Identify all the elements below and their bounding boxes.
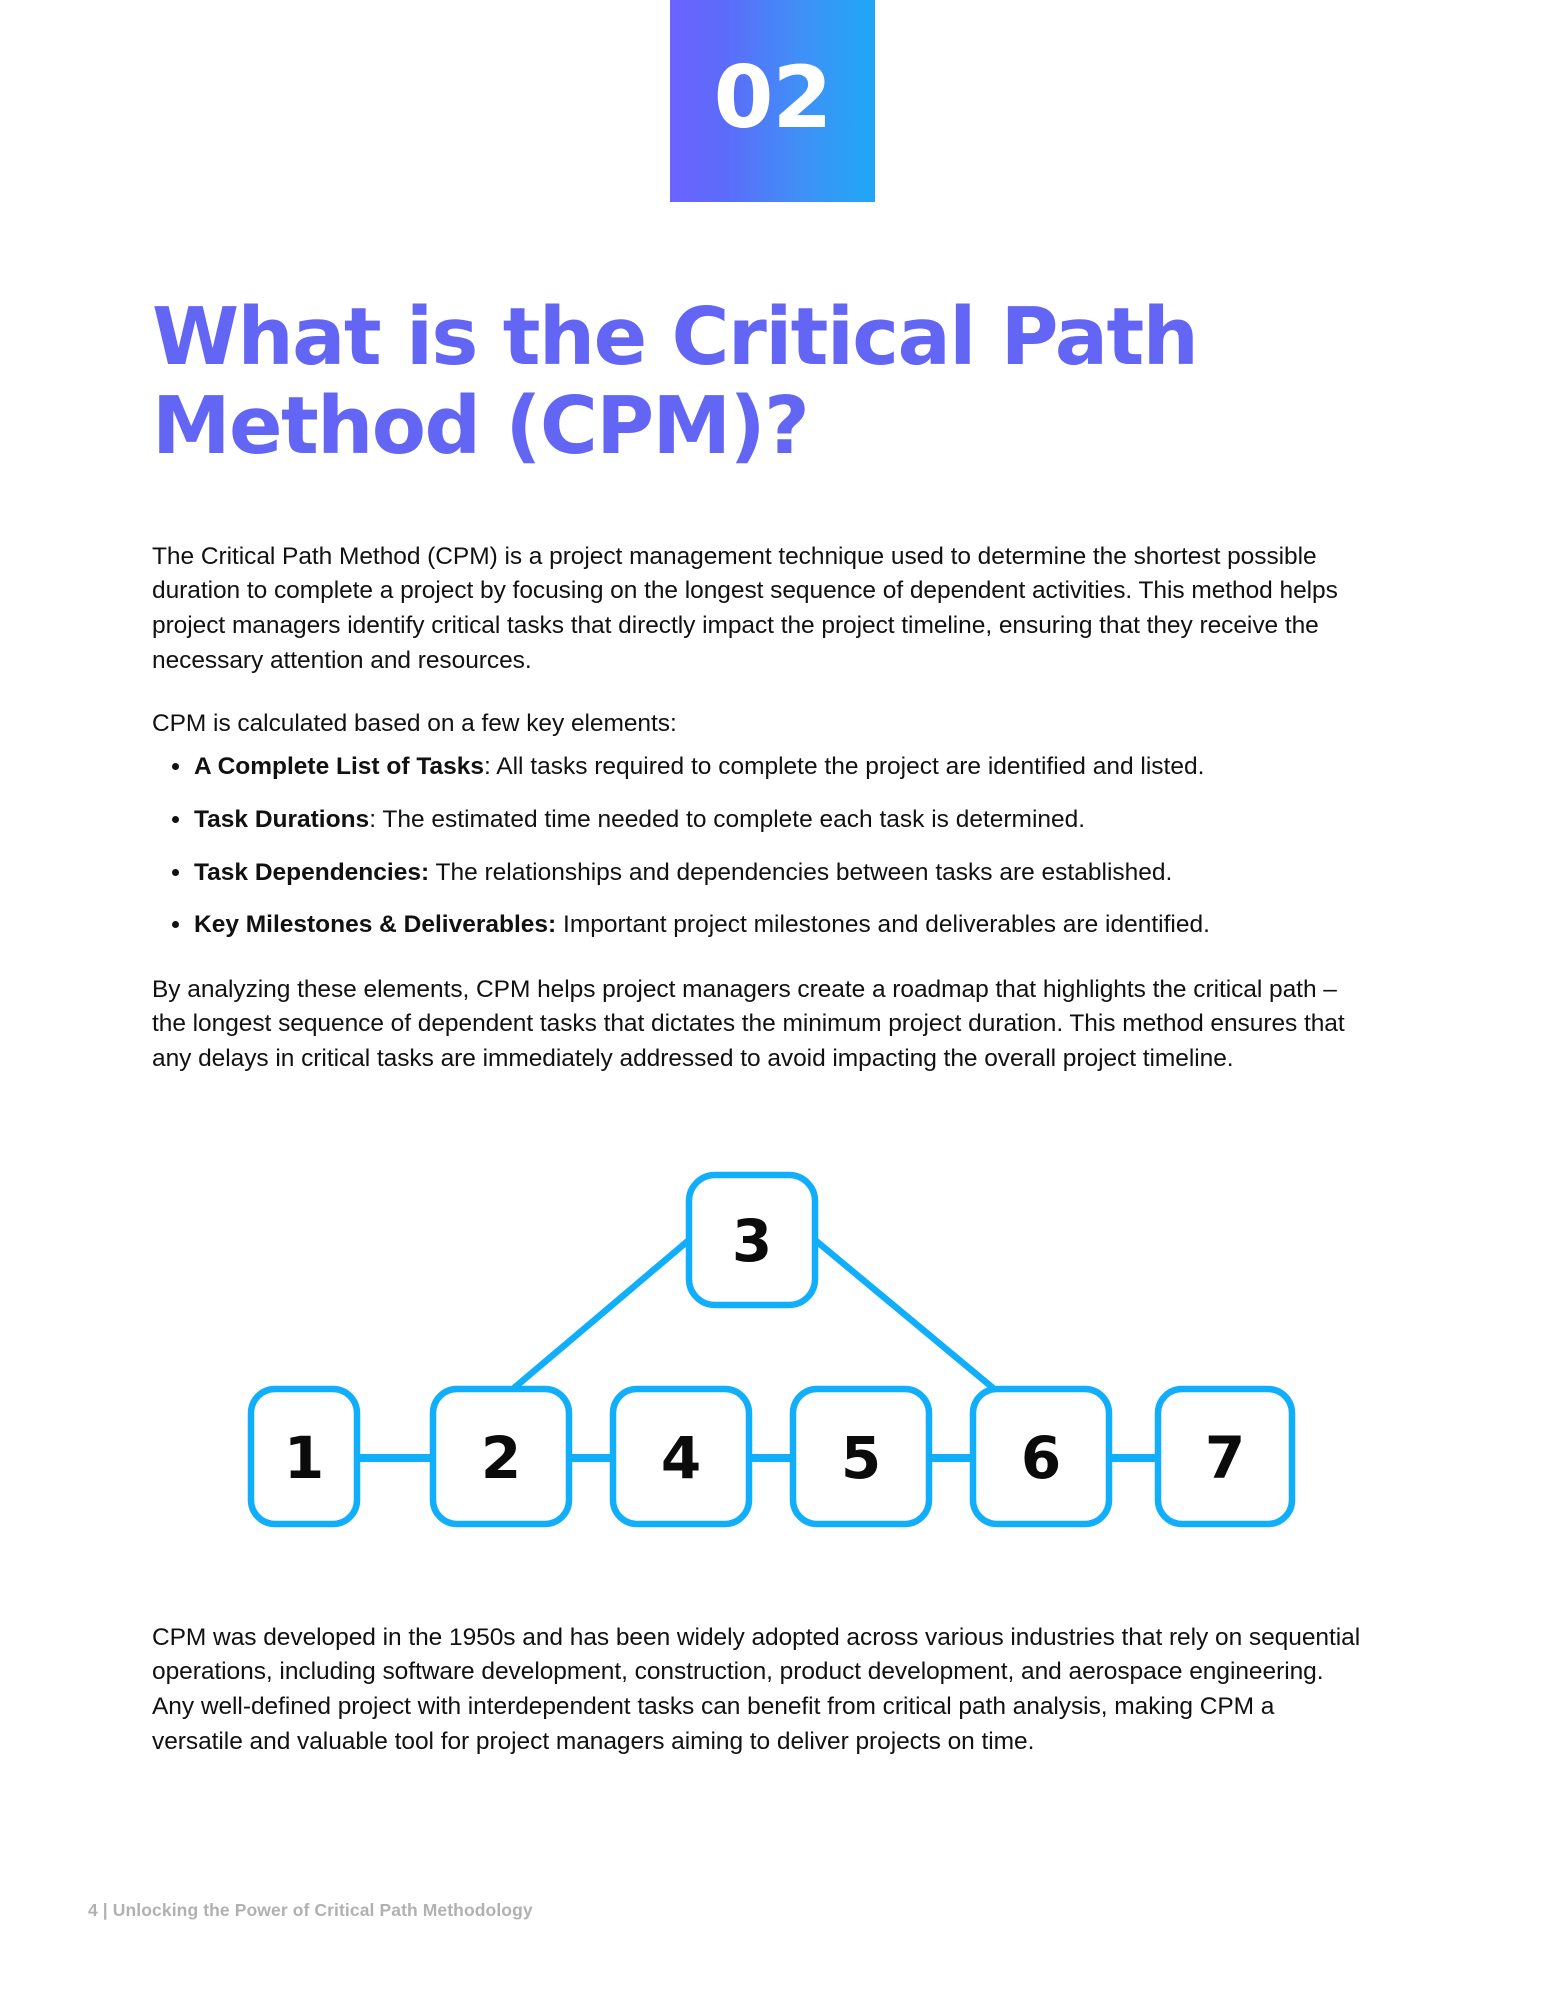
lead-in-text: CPM is calculated based on a few key elements: <box>152 709 677 737</box>
diagram-node-2 <box>433 1389 569 1524</box>
intro-paragraph: The Critical Path Method (CPM) is a project management technique used to determine the shortest possible duration to complete a project by focusing on the longest sequence of dependent activities. This method helps project managers identify critical tasks that directly impact the project timeline, ensuring that they receive the necessary attention and resources. <box>152 542 1338 674</box>
analysis-paragraph: By analyzing these elements, CPM helps project managers create a roadmap that highlights the critical path – the longest sequence of dependent tasks that dictates the minimum project duration. This method ensures that any delays in critical tasks are immediately addressed to avoid impacting the overall project timeline. <box>152 975 1345 1073</box>
list-item <box>152 803 1367 838</box>
node-label: 2 <box>480 1424 522 1492</box>
history-paragraph: CPM was developed in the 1950s and has been widely adopted across various industries that rely on sequential operations, including software development, construction, product development, and aerospace engineering. Any well-defined project with interdependent tasks can benefit from critical path analysis, making CPM a versatile and valuable tool for project managers aiming to deliver projects on time. <box>152 1623 1361 1755</box>
edge-2-3 <box>514 1240 689 1388</box>
page-footer: 4 | Unlocking the Power of Critical Path Methodology <box>88 1900 533 1920</box>
diagram-node-4 <box>613 1389 749 1524</box>
list-item <box>152 750 1367 785</box>
key-elements-list <box>152 750 1367 943</box>
node-label: 3 <box>731 1207 773 1275</box>
list-item-desc: Important project milestones and deliverables are identified. <box>556 911 1210 939</box>
diagram-svg <box>0 1140 1545 1560</box>
list-item-desc: : All tasks required to complete the project are identified and listed. <box>483 753 1205 780</box>
list-item-term: Task Durations <box>194 805 370 833</box>
diagram-node-7 <box>1158 1389 1292 1524</box>
diagram-node-5 <box>793 1389 929 1524</box>
section-number: 02 <box>713 48 832 148</box>
node-label: 1 <box>283 1424 325 1492</box>
node-label: 6 <box>1020 1424 1062 1492</box>
diagram-node-6 <box>973 1389 1109 1524</box>
list-item-term: A Complete List of Tasks <box>194 753 484 780</box>
list-item-term: Key Milestones & Deliverables: <box>194 911 557 939</box>
diagram-nodes <box>251 1175 1292 1524</box>
node-label: 7 <box>1204 1424 1246 1492</box>
list-item <box>152 856 1367 891</box>
section-number-badge <box>670 0 875 202</box>
page-title <box>152 290 1372 473</box>
list-item-term: Task Dependencies: <box>194 858 430 886</box>
list-item-desc: The relationships and dependencies between tasks are established. <box>429 858 1173 886</box>
diagram-node-1 <box>251 1389 357 1524</box>
node-label: 5 <box>840 1424 882 1492</box>
node-label: 4 <box>660 1424 702 1492</box>
page-title-line1: What is the Critical Path <box>152 290 1198 383</box>
diagram-node-3 <box>689 1175 815 1305</box>
list-item <box>152 908 1367 943</box>
page-title-line2: Method (CPM)? <box>152 380 809 473</box>
critical-path-diagram <box>0 1140 1545 1560</box>
list-item-desc: : The estimated time needed to complete each task is determined. <box>369 805 1086 833</box>
edge-3-6 <box>815 1240 993 1388</box>
